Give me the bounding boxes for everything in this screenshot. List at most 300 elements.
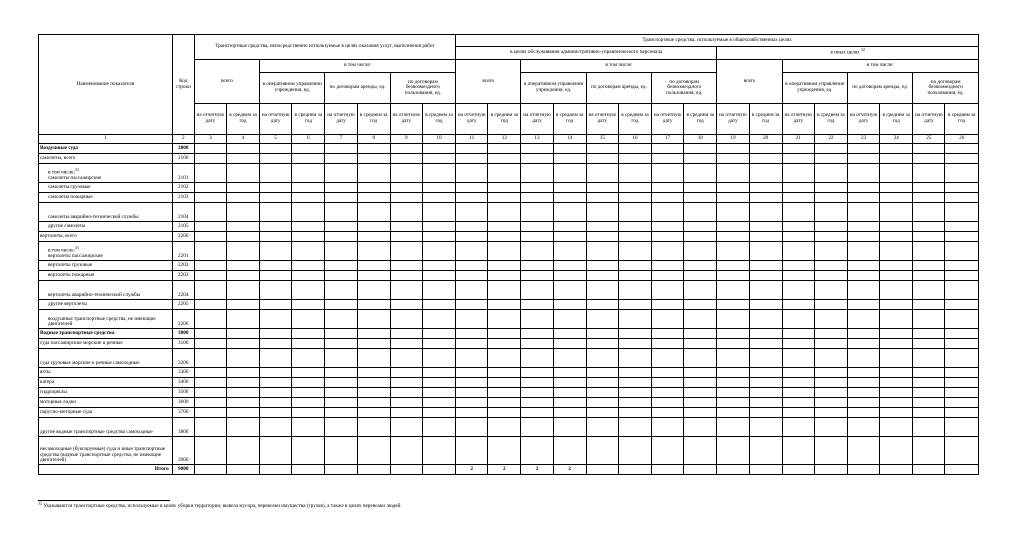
value-cell [260,242,292,261]
value-cell [357,418,390,437]
value-cell [945,408,979,418]
value-cell [422,398,455,408]
value-cell [226,154,259,164]
value-cell [749,329,782,339]
value-cell [488,261,521,271]
value-cell [814,242,847,261]
value-cell [553,281,586,300]
value-cell [814,388,847,398]
value-cell [814,398,847,408]
value-cell [292,339,325,349]
value-cell [194,144,226,154]
column-number: 14 [553,135,586,144]
row-label-text: самолеты, всего [40,154,76,161]
value-cell [913,388,945,398]
value-cell [357,242,390,261]
value-cell [521,242,553,261]
value-cell [814,378,847,388]
row-label-text: яхты [40,368,51,375]
value-cell [488,183,521,193]
row-label [39,418,173,437]
value-cell [226,339,259,349]
total-value-cell [945,465,979,475]
value-cell [618,408,651,418]
column-number: 12 [488,135,521,144]
value-cell [553,349,586,368]
value-cell [226,300,259,310]
value-cell [684,437,717,465]
header-lease-1: по договорам аренды, ед. [325,73,390,104]
value-cell [260,378,292,388]
value-cell [357,281,390,300]
value-cell [684,349,717,368]
value-cell [292,232,325,242]
value-cell [357,437,390,465]
value-cell [194,203,226,222]
value-cell [357,164,390,183]
value-cell [814,261,847,271]
value-cell [749,183,782,193]
value-cell [194,193,226,203]
value-cell [618,232,651,242]
value-cell [749,261,782,271]
total-value-cell [357,465,390,475]
total-value-cell [717,465,749,475]
value-cell [553,368,586,378]
value-cell [618,437,651,465]
value-cell [782,242,814,261]
value-cell [652,144,684,154]
value-cell [652,154,684,164]
row-label [39,222,173,232]
value-cell [194,378,226,388]
value-cell [456,242,488,261]
value-cell [553,203,586,222]
header-avg-year: в среднем за год [880,104,913,135]
column-number: 10 [422,135,455,144]
value-cell [521,398,553,408]
row-code: 2105 [172,222,194,232]
header-total-3: всего [717,60,782,104]
header-group-direct-use: Транспортные средства, непосредственно используемые в целях оказания услуг, выполнения работ [194,35,455,60]
value-cell [618,281,651,300]
value-cell [782,281,814,300]
value-cell [652,437,684,465]
row-code: 3500 [172,388,194,398]
header-avg-year: в среднем за год [422,104,455,135]
value-cell [945,193,979,203]
value-cell [422,408,455,418]
value-cell [618,154,651,164]
value-cell [749,437,782,465]
value-cell [521,310,553,329]
column-number: 13 [521,135,553,144]
value-cell [357,183,390,193]
header-avg-year: в среднем за год [945,104,979,135]
value-cell [618,368,651,378]
column-number: 8 [357,135,390,144]
total-value-cell [226,465,259,475]
value-cell [880,339,913,349]
value-cell [292,378,325,388]
total-value-cell [684,465,717,475]
value-cell [194,154,226,164]
value-cell [260,164,292,183]
value-cell [880,203,913,222]
value-cell [194,271,226,281]
header-at-date: на отчетную дату [847,104,879,135]
value-cell [749,408,782,418]
value-cell [357,271,390,281]
report-form-sheet [38,34,979,475]
value-cell [456,222,488,232]
value-cell [357,300,390,310]
value-cell [422,378,455,388]
value-cell [488,154,521,164]
value-cell [945,378,979,388]
value-cell [586,310,618,329]
value-cell [357,329,390,339]
value-cell [717,398,749,408]
value-cell [717,164,749,183]
value-cell [456,388,488,398]
value-cell [422,144,455,154]
value-cell [553,300,586,310]
value-cell [521,378,553,388]
value-cell [652,193,684,203]
value-cell [357,408,390,418]
row-code: 3200 [172,349,194,368]
value-cell [847,281,879,300]
value-cell [586,408,618,418]
value-cell [749,368,782,378]
row-code: 3400 [172,378,194,388]
value-cell [325,349,357,368]
value-cell [390,300,422,310]
value-cell [325,437,357,465]
value-cell [945,203,979,222]
header-free-use-1: по договорам безвозмездного пользования, ед. [390,73,455,104]
value-cell [390,418,422,437]
value-cell [521,193,553,203]
value-cell [880,261,913,271]
value-cell [880,398,913,408]
header-other-purposes-label: в иных целях [830,49,860,56]
row-code: 2000 [172,144,194,154]
value-cell [260,368,292,378]
row-label-sub-text: вертолеты пассажирские [48,253,103,260]
value-cell [652,281,684,300]
total-value-cell: 2 [521,465,553,475]
value-cell [325,388,357,398]
value-cell [618,242,651,261]
value-cell [521,203,553,222]
row-label [39,408,173,418]
value-cell [456,398,488,408]
value-cell [684,329,717,339]
value-cell [292,418,325,437]
value-cell [847,183,879,193]
value-cell [618,378,651,388]
row-code: 2203 [172,271,194,281]
value-cell [618,300,651,310]
footnote [38,500,402,509]
value-cell [945,242,979,261]
value-cell [749,242,782,261]
value-cell [652,378,684,388]
value-cell [847,222,879,232]
value-cell [390,222,422,232]
value-cell [652,339,684,349]
value-cell [226,242,259,261]
value-cell [913,418,945,437]
footnote-marker: 32 [38,500,42,506]
value-cell [357,378,390,388]
value-cell [521,271,553,281]
total-value-cell [292,465,325,475]
value-cell [194,261,226,271]
value-cell [488,232,521,242]
table-row [39,232,979,242]
header-row-code: Код строки [172,35,194,135]
value-cell [913,398,945,408]
value-cell [553,378,586,388]
value-cell [194,339,226,349]
value-cell [945,222,979,232]
table-row [39,437,979,465]
value-cell [618,418,651,437]
value-cell [357,261,390,271]
value-cell [652,183,684,193]
value-cell [357,398,390,408]
row-label-text: вертолеты, всего [40,232,77,239]
value-cell [521,261,553,271]
value-cell [390,154,422,164]
value-cell [782,193,814,203]
total-value-cell: 2 [456,465,488,475]
value-cell [618,222,651,232]
value-cell [945,418,979,437]
value-cell [226,349,259,368]
row-label [39,164,173,183]
header-avg-year: в среднем за год [488,104,521,135]
value-cell [357,144,390,154]
row-label [39,154,173,164]
value-cell [945,310,979,329]
value-cell [390,164,422,183]
value-cell [749,388,782,398]
value-cell [652,329,684,339]
value-cell [226,368,259,378]
value-cell [553,154,586,164]
row-footnote-marker: 31 [75,167,80,173]
value-cell [586,154,618,164]
value-cell [586,193,618,203]
row-code: 3600 [172,398,194,408]
value-cell [194,349,226,368]
value-cell [945,232,979,242]
value-cell [880,193,913,203]
value-cell [749,193,782,203]
value-cell [422,164,455,183]
row-label-text: Водные транспортные средства [40,329,115,336]
footnote-divider [38,500,170,501]
value-cell [488,388,521,398]
value-cell [717,378,749,388]
value-cell [357,232,390,242]
value-cell [782,437,814,465]
value-cell [422,310,455,329]
total-value-cell [814,465,847,475]
value-cell [814,271,847,281]
value-cell [521,339,553,349]
value-cell [782,164,814,183]
value-cell [749,349,782,368]
column-number: 25 [913,135,945,144]
row-label-text: моторные лодки [40,398,77,405]
header-total-1: всего [194,60,259,104]
value-cell [684,144,717,154]
table-row [39,281,979,300]
header-group-admin-staff: в целях обслуживания административно-управленческого персонала [456,47,717,60]
row-footnote-marker: 31 [75,245,80,251]
value-cell [847,418,879,437]
value-cell [618,339,651,349]
value-cell [782,368,814,378]
value-cell [456,349,488,368]
column-number: 26 [945,135,979,144]
value-cell [880,144,913,154]
value-cell [618,388,651,398]
value-cell [586,232,618,242]
value-cell [684,300,717,310]
value-cell [749,222,782,232]
value-cell [880,271,913,281]
value-cell [814,164,847,183]
value-cell [390,261,422,271]
value-cell [652,398,684,408]
value-cell [292,349,325,368]
value-cell [390,183,422,193]
value-cell [847,437,879,465]
value-cell [521,418,553,437]
value-cell [488,418,521,437]
header-lease-3: по договорам аренды, ед. [847,73,912,104]
row-label [39,437,173,465]
value-cell [847,203,879,222]
value-cell [292,242,325,261]
value-cell [456,183,488,193]
row-label-text: вертолеты пожарные [48,271,95,278]
value-cell [260,271,292,281]
value-cell [456,329,488,339]
value-cell [357,310,390,329]
value-cell [880,242,913,261]
table-row [39,408,979,418]
value-cell [292,154,325,164]
value-cell [325,339,357,349]
value-cell [782,261,814,271]
value-cell [913,144,945,154]
value-cell [618,329,651,339]
value-cell [618,310,651,329]
value-cell [684,193,717,203]
table-row [39,378,979,388]
value-cell [847,261,879,271]
value-cell [717,222,749,232]
value-cell [292,281,325,300]
value-cell [652,310,684,329]
value-cell [325,398,357,408]
row-label [39,329,173,339]
value-cell [292,164,325,183]
value-cell [194,368,226,378]
value-cell [684,281,717,300]
row-label-text: воздушные транспортные средства, не имеющие двигателей [48,315,156,328]
column-number: 11 [456,135,488,144]
value-cell [880,154,913,164]
value-cell [553,144,586,154]
value-cell [292,222,325,232]
value-cell [194,300,226,310]
value-cell [913,300,945,310]
value-cell [880,349,913,368]
value-cell [913,271,945,281]
value-cell [422,261,455,271]
value-cell [717,154,749,164]
value-cell [488,310,521,329]
value-cell [390,232,422,242]
header-at-date: на отчетную дату [782,104,814,135]
row-code: 2103 [172,193,194,203]
transport-vehicles-table [38,34,979,475]
value-cell [390,193,422,203]
value-cell [717,437,749,465]
value-cell [390,398,422,408]
value-cell [325,368,357,378]
value-cell [325,271,357,281]
table-row [39,368,979,378]
value-cell [357,154,390,164]
value-cell [782,144,814,154]
value-cell [194,408,226,418]
value-cell [847,349,879,368]
value-cell [292,398,325,408]
value-cell [814,418,847,437]
column-number: 6 [292,135,325,144]
value-cell [945,271,979,281]
value-cell [390,437,422,465]
value-cell [226,261,259,271]
row-label [39,271,173,281]
value-cell [913,339,945,349]
value-cell [684,154,717,164]
value-cell [618,193,651,203]
value-cell [913,183,945,193]
value-cell [553,408,586,418]
value-cell [226,398,259,408]
value-cell [521,222,553,232]
value-cell [456,408,488,418]
value-cell [553,242,586,261]
value-cell [422,232,455,242]
value-cell [782,388,814,398]
value-cell [749,154,782,164]
value-cell [292,300,325,310]
value-cell [782,232,814,242]
value-cell [325,183,357,193]
value-cell [684,271,717,281]
